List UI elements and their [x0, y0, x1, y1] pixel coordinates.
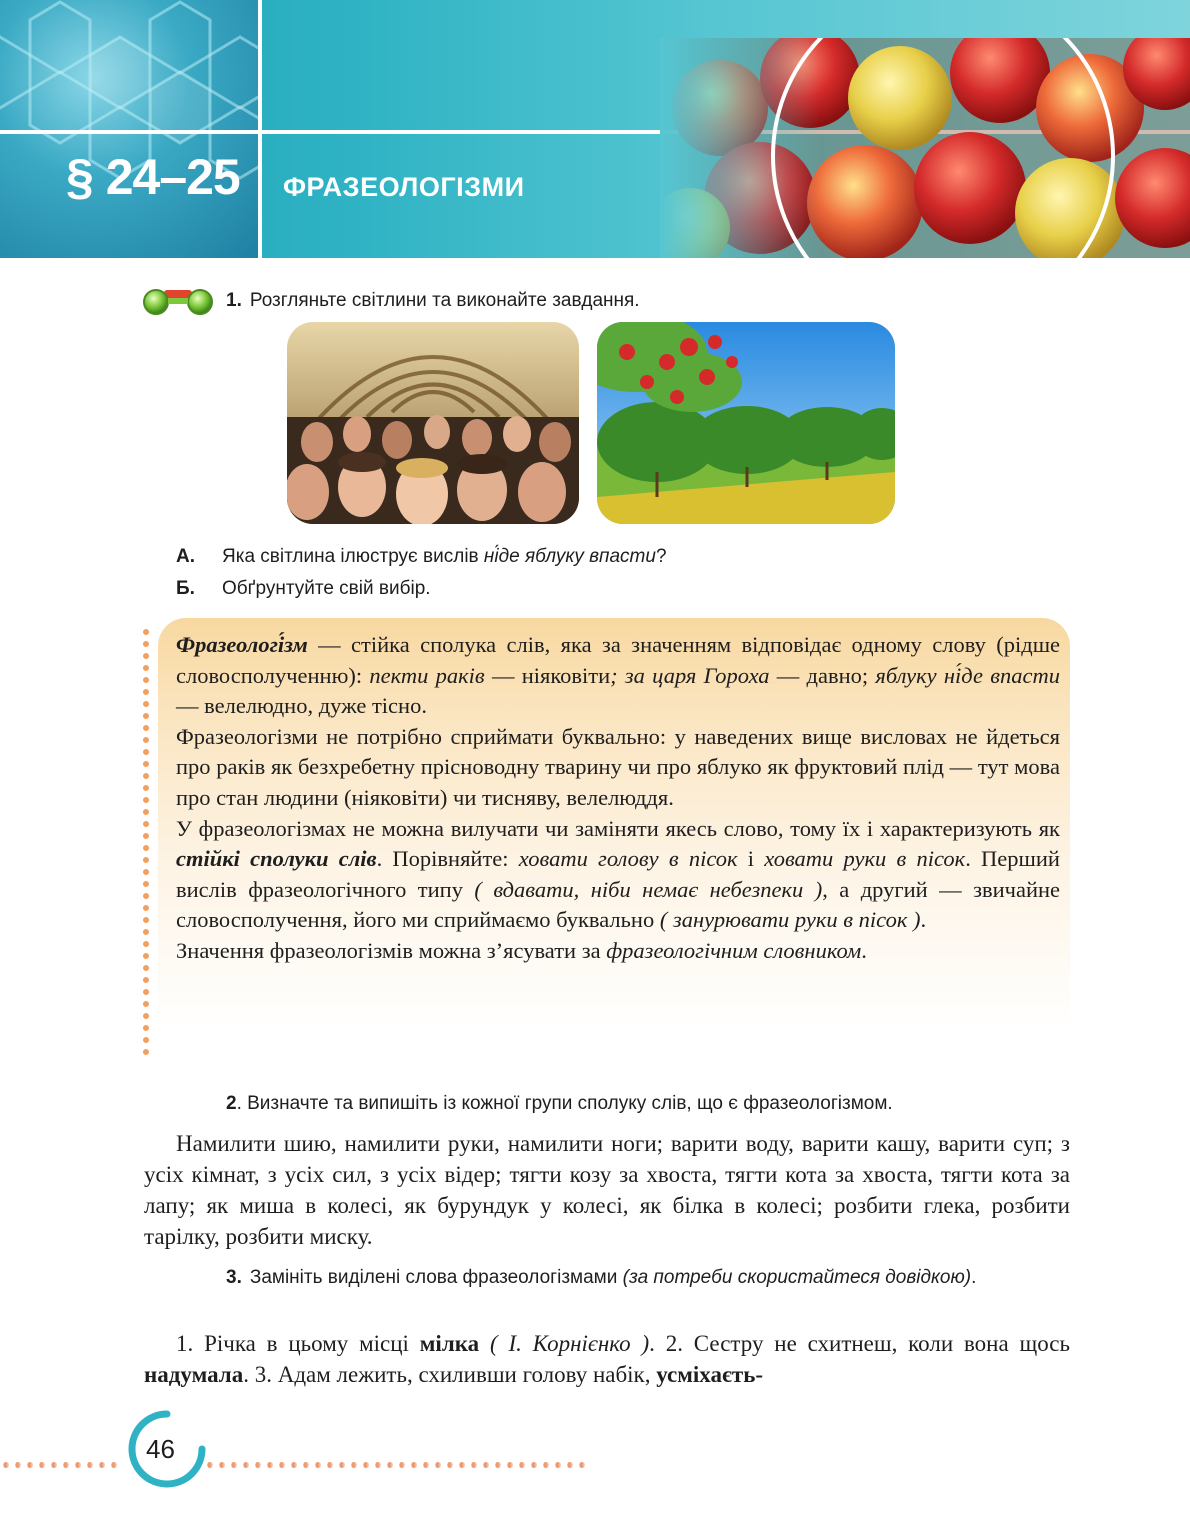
question-b: Б. Обґрунтуйте свій вибір.: [176, 578, 431, 599]
theory-paragraph: Фразеологізми не потрібно сприймати буквально: у наведених вище висловах не йдеться про раків як безхребетну прісноводну тварину чи про яблуко як фруктовий плід — тут мова про стан людини (ніяковіти) чи тисняву, велелюддя.: [176, 723, 1060, 810]
theory-text: [176, 630, 1060, 967]
task-number: 3.: [226, 1267, 242, 1288]
theory-paragraph: Значення фразеологізмів можна з’ясувати за фразеологічним словником.: [176, 937, 867, 963]
task-number: 2: [226, 1093, 237, 1114]
chapter-header: [0, 0, 1190, 258]
paragraph-number: § 24–25: [66, 149, 240, 205]
page-number: 46: [146, 1434, 175, 1464]
chapter-title: ФРАЗЕОЛОГІЗМИ: [283, 172, 525, 202]
term: Фразеологі́зм: [176, 632, 308, 657]
task-1-instruction: [226, 290, 640, 312]
task-text: Розгляньте світлини та виконайте завдання.: [249, 290, 640, 311]
dotted-margin-line: [142, 628, 150, 1056]
task-3-instruction: 3. Замініть виділені слова фразеологізмами (за потреби скористайтеся довідкою).: [226, 1267, 977, 1288]
question-a: А. Яка світлина ілюструє вислів ні́де яблуку впасти?: [176, 546, 667, 567]
task-2-exercise: Намилити шию, намилити руки, намилити ноги; варити воду, варити кашу, варити суп; з усіх кімнат, з усіх сил, з усіх відер; тягти козу за хвоста, тягти кота за хвоста, тягти кота за лапу; як миша в колесі, як бурундук у колесі, як білка в колесі; розбити глека, розбити тарілку, розбити миску.: [144, 1131, 1070, 1249]
task-2-instruction: [226, 1093, 893, 1115]
orchard-photo: [597, 322, 895, 524]
task-number: 1.: [226, 290, 242, 311]
task-3-exercise: 1. Річка в цьому місці мілка ( І. Корнієнко ). 2. Сестру не схитнеш, коли вона щось надумала. 3. Адам лежить, схиливши голову набік, усміхаєть-: [144, 1331, 1070, 1387]
hexagon-decoration: [0, 0, 262, 258]
crowd-photo: [287, 322, 579, 524]
header-divider: [258, 0, 262, 258]
definition-paragraph: Фразеологі́зм — стійка сполука слів, яка за значенням відповідає одному слову (рідше словосполученню): пекти раків — ніяковіти; за царя Гороха — давно; яблуку ні́де впасти — велелюдно, дуже тісно.: [176, 632, 1060, 719]
footer-dotted-line: [0, 1460, 600, 1470]
task-text: . Визначте та випишіть із кожної групи сполуку слів, що є фразеологізмом.: [236, 1093, 893, 1114]
theory-paragraph: У фразеологізмах не можна вилучати чи заміняти якесь слово, тому їх і характеризують як стійкі сполуки слів. Порівняйте: ховати голову в пісок і ховати руки в пісок. Перший вислів фразеологічного типу ( вдавати, ніби немає небезпеки ), а другий — звичайне словосполучення, його ми сприймаємо буквально ( занурювати руки в пісок ).: [176, 815, 1061, 933]
apples-image: [660, 38, 1190, 258]
binoculars-icon: [142, 284, 214, 316]
